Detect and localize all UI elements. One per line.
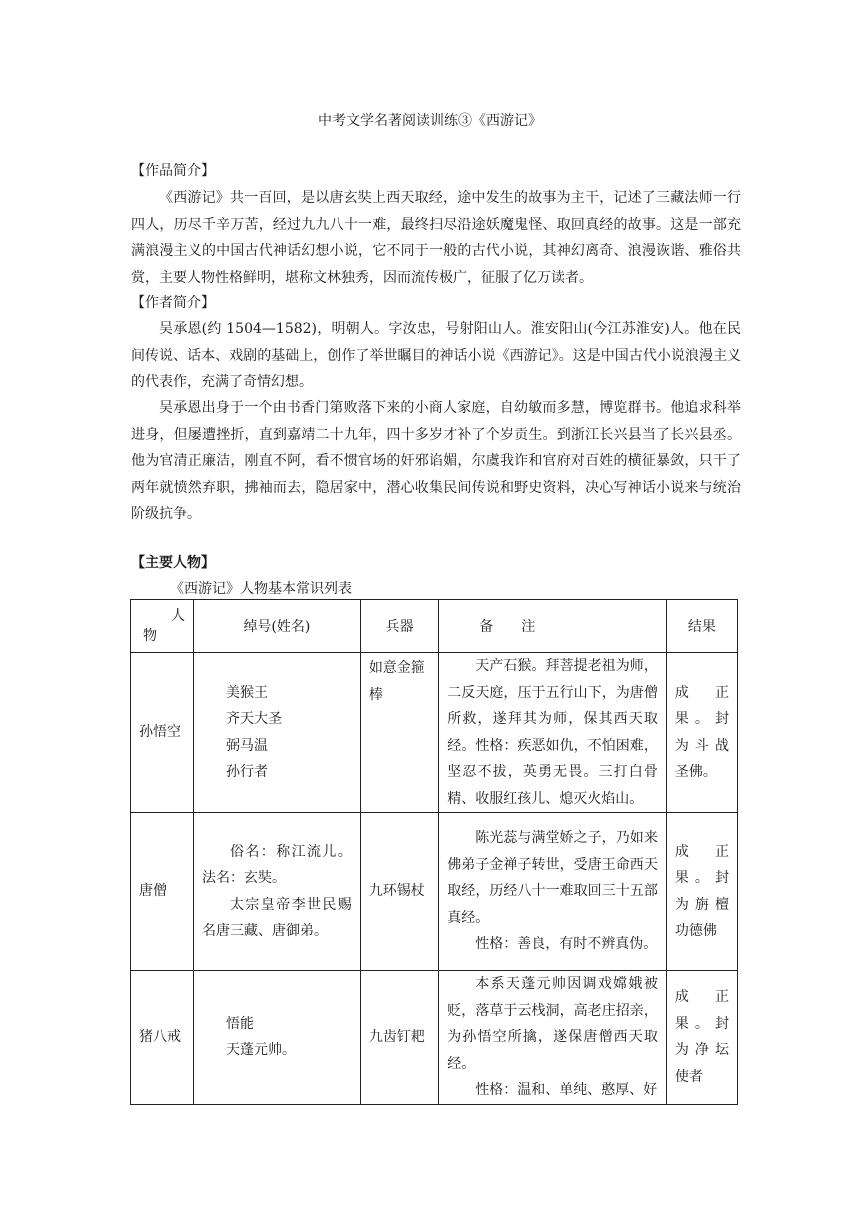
alias-item: 美猴王: [226, 684, 268, 701]
alias-text: 太宗皇帝李世民赐名唐三藏、唐御弟。: [202, 896, 352, 939]
character-result: 成正果。封为旃檀功德佛: [666, 813, 737, 971]
header-character-line2: 物: [143, 628, 157, 644]
author-paragraph-2: 吴承恩出身于一个由书香门第败落下来的小商人家庭，自幼敏而多慧，博览群书。他追求科举进身，但屡遭挫折，直到嘉靖二十九年，四十多岁才补了个岁贡生。到浙江长兴县当了长兴县丞。他为官清正廉洁，刚直不阿，看不惯官场的奸邪谄媚，尔虞我诈和官府对百姓的横征暴敛，只干了两年就愤然弃职，拂袖而去，隐居家中，潜心收集民间传说和野史资料，决心写神话小说来与统治阶级抗争。: [131, 400, 741, 522]
table-row: [131, 971, 738, 1105]
character-note: [439, 653, 667, 813]
character-name: 猪八戒: [131, 971, 194, 1105]
characters-table: [130, 599, 738, 1105]
character-aliases: [194, 653, 361, 813]
character-name: 孙悟空: [131, 653, 194, 813]
table-header-row: [131, 600, 738, 653]
characters-heading: 【主要人物】: [131, 555, 215, 571]
header-weapon: 兵器: [360, 600, 438, 653]
author-paragraph-1: 吴承恩(约 1504—1582)，明朝人。字汝忠，号射阳山人。淮安阳山(今江苏淮安)人。他在民间传说、话本、戏剧的基础上，创作了举世瞩目的神话小说《西游记》。这是中国古代小说浪漫主义的代表作，充满了奇情幻想。: [131, 321, 741, 390]
character-note: [439, 813, 667, 971]
header-alias: 绰号(姓名): [194, 600, 361, 653]
character-result: 成正果。封为净坛使者: [666, 971, 737, 1105]
alias-item: 齐天大圣: [226, 711, 282, 727]
character-result: 成正果。封为斗战圣佛。: [666, 653, 737, 813]
note-text: 天产石猴。拜菩提老祖为师，二反天庭，压于五行山下，为唐僧所救，遂拜其为师，保其西天取经。性格：疾恶如仇，不怕困难，坚忍不拔，英勇无畏。三打白骨精、收服红孩儿、熄灭火焰山。: [447, 658, 658, 807]
document-title: 中考文学名著阅读训练③《西游记》: [318, 113, 542, 129]
character-weapon: 九齿钉耙: [360, 971, 438, 1105]
character-aliases: [194, 813, 361, 971]
character-weapon: 如意金箍棒: [360, 653, 438, 813]
character-name: 唐僧: [131, 813, 194, 971]
header-note: 备 注: [439, 600, 667, 653]
alias-item: 悟能: [226, 1015, 254, 1032]
alias-item: 弼马温: [226, 737, 268, 754]
alias-item: 孙行者: [226, 764, 268, 780]
alias-text: 俗名：称江流儿。法名：玄奘。: [202, 843, 352, 886]
intro-paragraph: 《西游记》共一百回，是以唐玄奘上西天取经，途中发生的故事为主干，记述了三藏法师一行四人，历尽千辛万苦，经过九九八十一难，最终扫尽沿途妖魔鬼怪、取回真经的故事。这是一部充满浪漫主义的中国古代神话幻想小说，它不同于一般的古代小说，其神幻离奇、浪漫诙谐、雅俗共赏，主要人物性格鲜明，堪称文林独秀，因而流传极广，征服了亿万读者。: [131, 190, 741, 286]
author-heading: 【作者简介】: [131, 295, 215, 311]
note-text: 性格：温和、单纯、憨厚、好: [475, 1082, 658, 1098]
header-character-line1: 人: [171, 608, 185, 624]
alias-item: 天蓬元帅。: [226, 1042, 296, 1059]
character-aliases: [194, 971, 361, 1105]
character-weapon: 九环锡杖: [360, 813, 438, 971]
note-text: 性格：善良，有时不辨真伪。: [475, 936, 658, 953]
note-text: 陈光蕊与满堂娇之子，乃如来佛弟子金禅子转世，受唐王命西天取经，历经八十一难取回三十五部真经。: [447, 830, 658, 926]
intro-heading: 【作品简介】: [131, 163, 215, 179]
header-result: 结果: [666, 600, 737, 653]
character-note: [439, 971, 667, 1105]
table-row: [131, 813, 738, 971]
note-text: 本系天蓬元帅因调戏嫦娥被贬，落草于云栈洞，高老庄招亲，为孙悟空所擒，遂保唐僧西天取经。: [447, 976, 658, 1072]
table-row: [131, 653, 738, 813]
table-caption: 《西游记》人物基本常识列表: [170, 581, 352, 597]
header-character: [131, 600, 194, 653]
